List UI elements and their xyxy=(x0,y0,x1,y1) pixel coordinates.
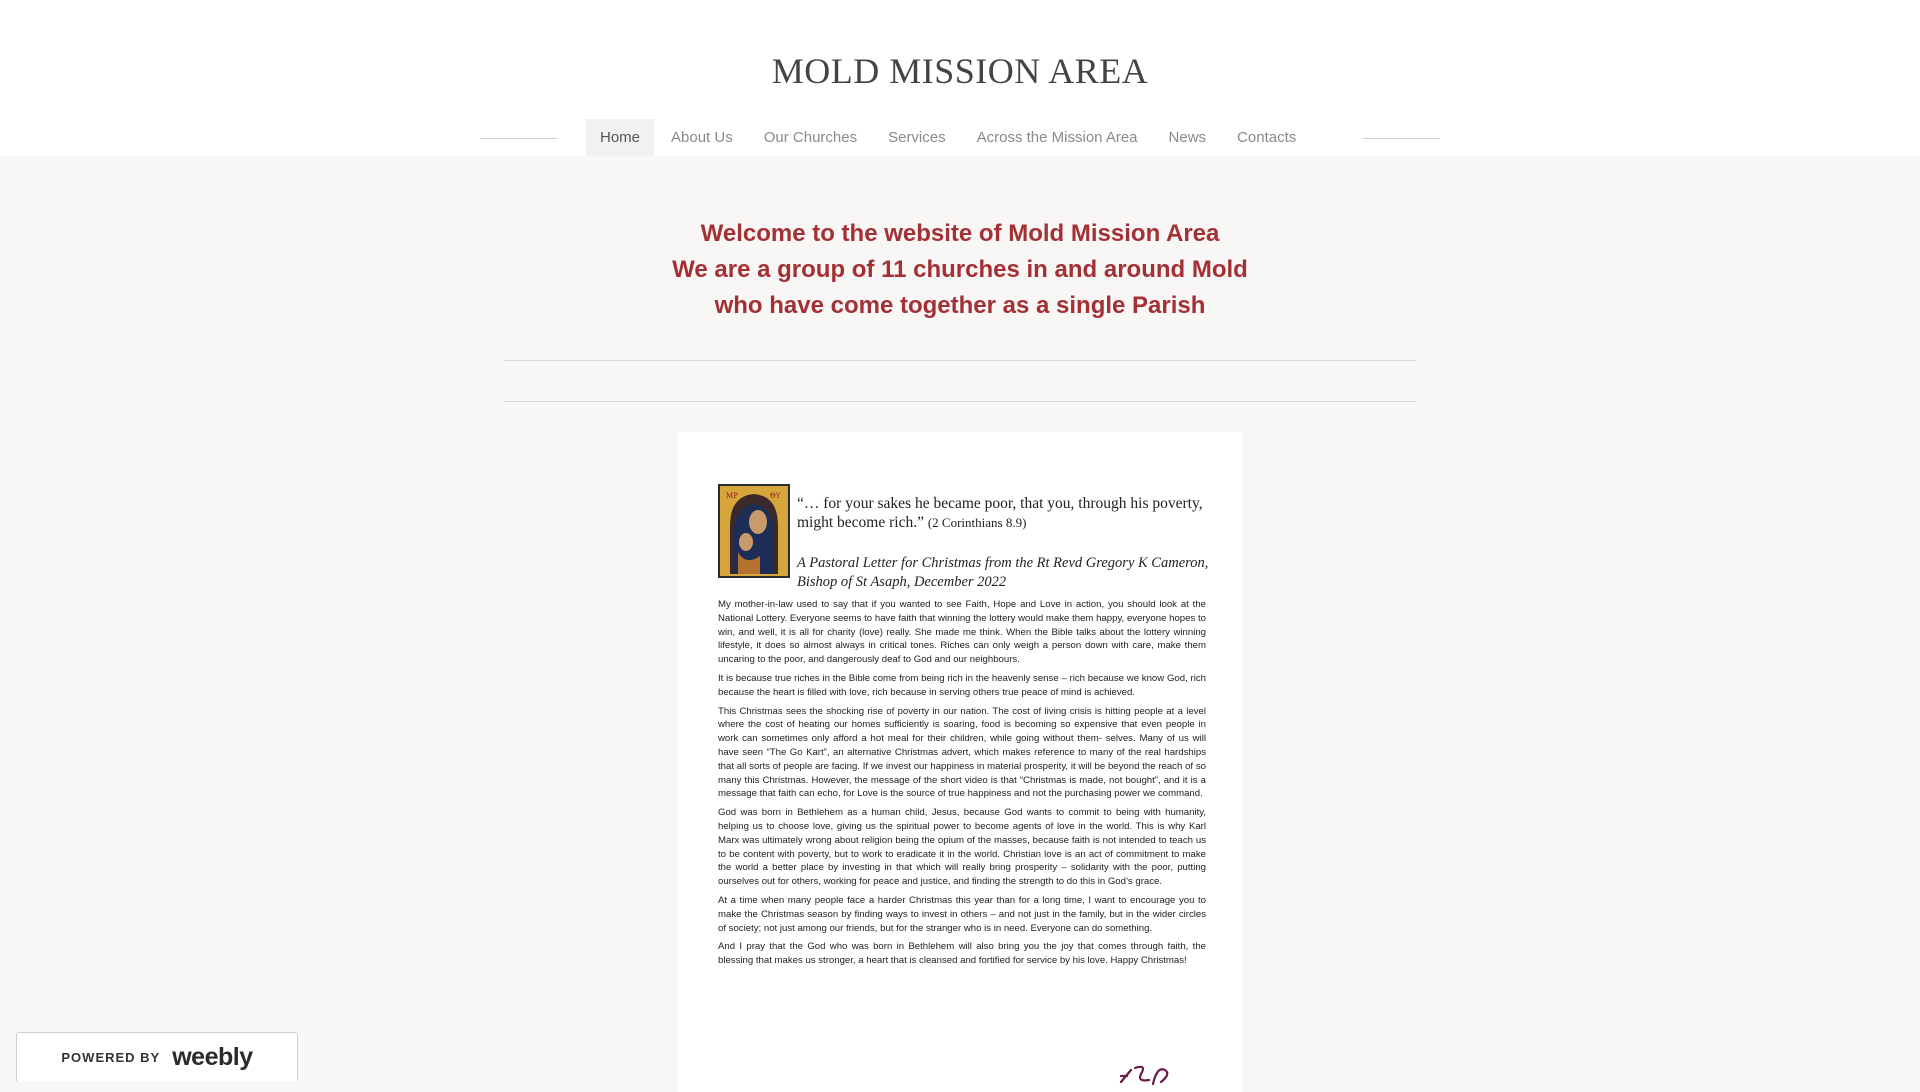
welcome-heading xyxy=(0,216,1920,324)
nav-divider-left xyxy=(480,138,557,139)
powered-by-label: POWERED BY xyxy=(61,1049,161,1065)
nav-across-mission-area[interactable]: Across the Mission Area xyxy=(976,129,1138,146)
site-header xyxy=(0,0,1920,156)
nav-about-us[interactable]: About Us xyxy=(671,129,733,146)
welcome-line-3: who have come together as a single Parish xyxy=(714,292,1206,319)
letter-paragraph: God was born in Bethlehem as a human child, Jesus, because God wants to commit to being with humanity, helping us to choose love, giving us the spiritual power to become agents of love in the world. This is why Karl Marx was ultimately wrong about religion being the opium of the masses, because faith is not intended to teach us to be content with poverty, but to work to eradicate it in the world. Christian love is an act of commitment to make the world a better place by investing in that which will really bring prosperity – solidarity with the poor, putting ourselves out for others, working for peace and justice, and finding the strength to do this in God’s grace. xyxy=(718,807,1206,888)
nav-divider-right xyxy=(1363,138,1440,139)
nav-our-churches[interactable]: Our Churches xyxy=(763,129,858,146)
letter-paragraph: It is because true riches in the Bible come from being rich in the heavenly sense – rich because we know God, rich because the heart is filled with love, rich because in serving others true peace of mind is achieved. xyxy=(718,672,1206,698)
svg-text:ΜΡ: ΜΡ xyxy=(726,492,738,500)
letter-paragraph: This Christmas sees the shocking rise of poverty in our nation. The cost of living crisis is hitting people at a level where the cost of heating our homes sufficiently is soaring, food is becoming so expensive that even people in work can sometimes only afford a hot meal for their children, while going without them- selves. Many of us will have seen “The Go Kart”, an alternative Christmas advert, which makes reference to many of the real hardships that all sorts of people are facing. If we invest our happiness in material prosperity, it will be beyond the reach of so many this Christmas. However, the message of the short video is that “Christmas is made, not bought”, and it is a message that faith can echo, for Love is the source of true happiness and not the purchasing power we command. xyxy=(718,705,1206,800)
byline-line-1: A Pastoral Letter for Christmas from the Rt Revd Gregory K Cameron, xyxy=(797,555,1209,571)
letter-body xyxy=(718,598,1206,973)
welcome-line-2: We are a group of 11 churches in and around Mold xyxy=(672,256,1248,283)
letter-byline xyxy=(797,554,1217,592)
nav-contacts[interactable]: Contacts xyxy=(1237,129,1297,146)
nav-home[interactable]: Home xyxy=(586,119,654,156)
quote-reference: (2 Corinthians 8.9) xyxy=(927,515,1027,530)
scripture-quote xyxy=(797,494,1217,532)
svg-text:ΘΥ: ΘΥ xyxy=(770,492,781,500)
quote-text: “… for your sakes he became poor, that you, through his poverty, might become rich.” xyxy=(797,495,1203,531)
welcome-line-1: Welcome to the website of Mold Mission Area xyxy=(700,220,1220,247)
site-title[interactable]: MOLD MISSION AREA xyxy=(771,51,1149,91)
bishop-signature xyxy=(1117,1060,1187,1090)
nav-news[interactable]: News xyxy=(1168,129,1207,146)
letter-paragraph: At a time when many people face a harder Christmas this year than for a long time, I want to encourage you to make the Christmas season by finding ways to invest in others – and not just in the family, but in the wider circles of society; not just among our friends, but for the stranger who is in need. Everyone can do something. xyxy=(718,894,1206,934)
pastoral-letter-image[interactable] xyxy=(677,432,1243,1092)
letter-paragraph: And I pray that the God who was born in Bethlehem will also bring you the joy that comes through faith, the blessing that makes us stronger, a heart that is cleansed and fortified for service by his love. Happy Christmas! xyxy=(718,941,1206,967)
main-nav xyxy=(586,119,1313,156)
nav-services[interactable]: Services xyxy=(888,129,946,146)
byline-line-2: Bishop of St Asaph, December 2022 xyxy=(797,574,1007,590)
letter-paragraph: My mother-in-law used to say that if you wanted to see Faith, Hope and Love in action, you should look at the National Lottery. Everyone seems to have faith that winning the lottery would make them happy, everyone hopes to win, and well, it is all for charity (love) really. She made me think. When the Bible talks about the lottery winning lifestyle, it does so almost always in critical tones. Riches can only weigh a person down with care, make them uncaring to the poor, and dangerously deaf to God and our neighbours. xyxy=(718,599,1206,666)
weebly-logo: weebly xyxy=(172,1042,253,1071)
divider-bottom xyxy=(504,401,1416,402)
divider-top xyxy=(504,360,1416,361)
madonna-icon xyxy=(718,484,790,578)
weebly-badge[interactable] xyxy=(16,1032,298,1081)
